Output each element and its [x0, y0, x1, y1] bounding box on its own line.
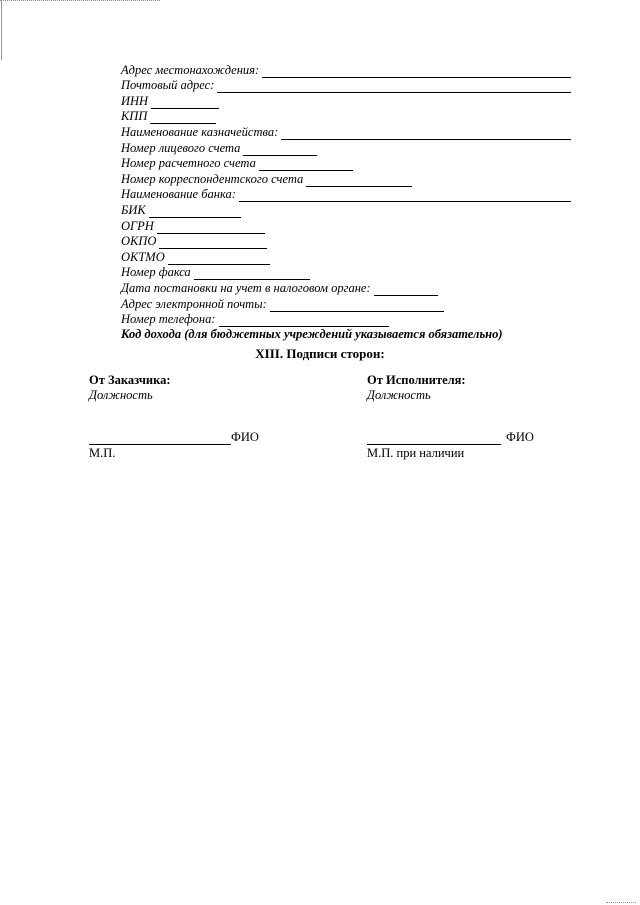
fill-line — [306, 175, 412, 187]
fill-line — [270, 300, 444, 312]
scan-artifact-left — [1, 0, 2, 60]
field-bik — [121, 202, 571, 218]
field-inn — [121, 93, 571, 109]
field-address-location — [121, 62, 571, 78]
field-label: КПП — [121, 109, 148, 124]
customer-fio-row — [89, 430, 259, 445]
field-label: ИНН — [121, 93, 149, 108]
field-label: Номер корреспондентского счета — [121, 171, 304, 186]
fill-line — [374, 284, 438, 296]
field-oktmo — [121, 249, 571, 265]
customer-party-label: От Заказчика: — [89, 373, 171, 387]
field-label: Адрес электронной почты: — [121, 296, 267, 311]
fill-line — [194, 268, 310, 280]
field-label: Наименование банка: — [121, 187, 236, 202]
field-correspondent-account — [121, 171, 571, 187]
field-kpp — [121, 109, 571, 125]
field-label: Почтовый адрес: — [121, 78, 215, 93]
contractor-stamp-label: М.П. при наличии — [367, 446, 465, 460]
customer-signature-block — [89, 373, 329, 473]
field-phone — [121, 312, 571, 328]
fill-line — [259, 159, 353, 171]
field-label: Номер лицевого счета — [121, 140, 241, 155]
field-settlement-account — [121, 156, 571, 172]
field-label: ОКПО — [121, 234, 157, 249]
field-email — [121, 296, 571, 312]
fill-line — [219, 315, 389, 327]
field-personal-account — [121, 140, 571, 156]
fill-line — [239, 190, 571, 202]
signature-line — [367, 432, 501, 445]
field-label: БИК — [121, 202, 146, 217]
customer-position-label: Должность — [89, 388, 153, 402]
fill-line — [150, 112, 216, 124]
field-label: Номер телефона: — [121, 312, 216, 327]
fill-line — [157, 222, 265, 234]
contractor-fio-label: ФИО — [506, 430, 534, 444]
field-postal-address — [121, 78, 571, 94]
field-label: Номер расчетного счета — [121, 156, 256, 171]
fill-line — [217, 81, 571, 93]
fill-line — [168, 253, 270, 265]
fill-line — [151, 97, 219, 109]
contractor-fio-row — [367, 430, 534, 445]
field-treasury-name — [121, 124, 571, 140]
income-code-note: Код дохода (для бюджетных учреждений указывается обязательно) — [121, 327, 503, 342]
field-label: Дата постановки на учет в налоговом органе: — [121, 280, 371, 295]
fill-line — [262, 66, 571, 78]
fill-line — [281, 128, 571, 140]
field-label: ОГРН — [121, 218, 154, 233]
fill-line — [149, 206, 241, 218]
customer-stamp-label: М.П. — [89, 446, 116, 460]
requisites-block — [121, 62, 571, 342]
field-label: Наименование казначейства: — [121, 124, 279, 139]
contractor-position-label: Должность — [367, 388, 431, 402]
field-bank-name — [121, 187, 571, 203]
fill-line — [243, 144, 317, 156]
field-tax-registration-date — [121, 280, 571, 296]
contractor-signature-block — [367, 373, 607, 473]
field-okpo — [121, 234, 571, 250]
field-fax — [121, 265, 571, 281]
signature-line — [89, 432, 231, 445]
section-title: XIII. Подписи сторон: — [255, 346, 385, 361]
field-label: Номер факса — [121, 265, 191, 280]
customer-fio-label: ФИО — [231, 430, 259, 444]
scan-artifact-top — [0, 0, 160, 1]
fill-line — [159, 237, 267, 249]
field-ogrn — [121, 218, 571, 234]
contractor-party-label: От Исполнителя: — [367, 373, 466, 387]
field-label: Адрес местонахождения: — [121, 62, 260, 77]
field-label: ОКТМО — [121, 249, 165, 264]
scan-artifact-bottom — [606, 902, 636, 903]
